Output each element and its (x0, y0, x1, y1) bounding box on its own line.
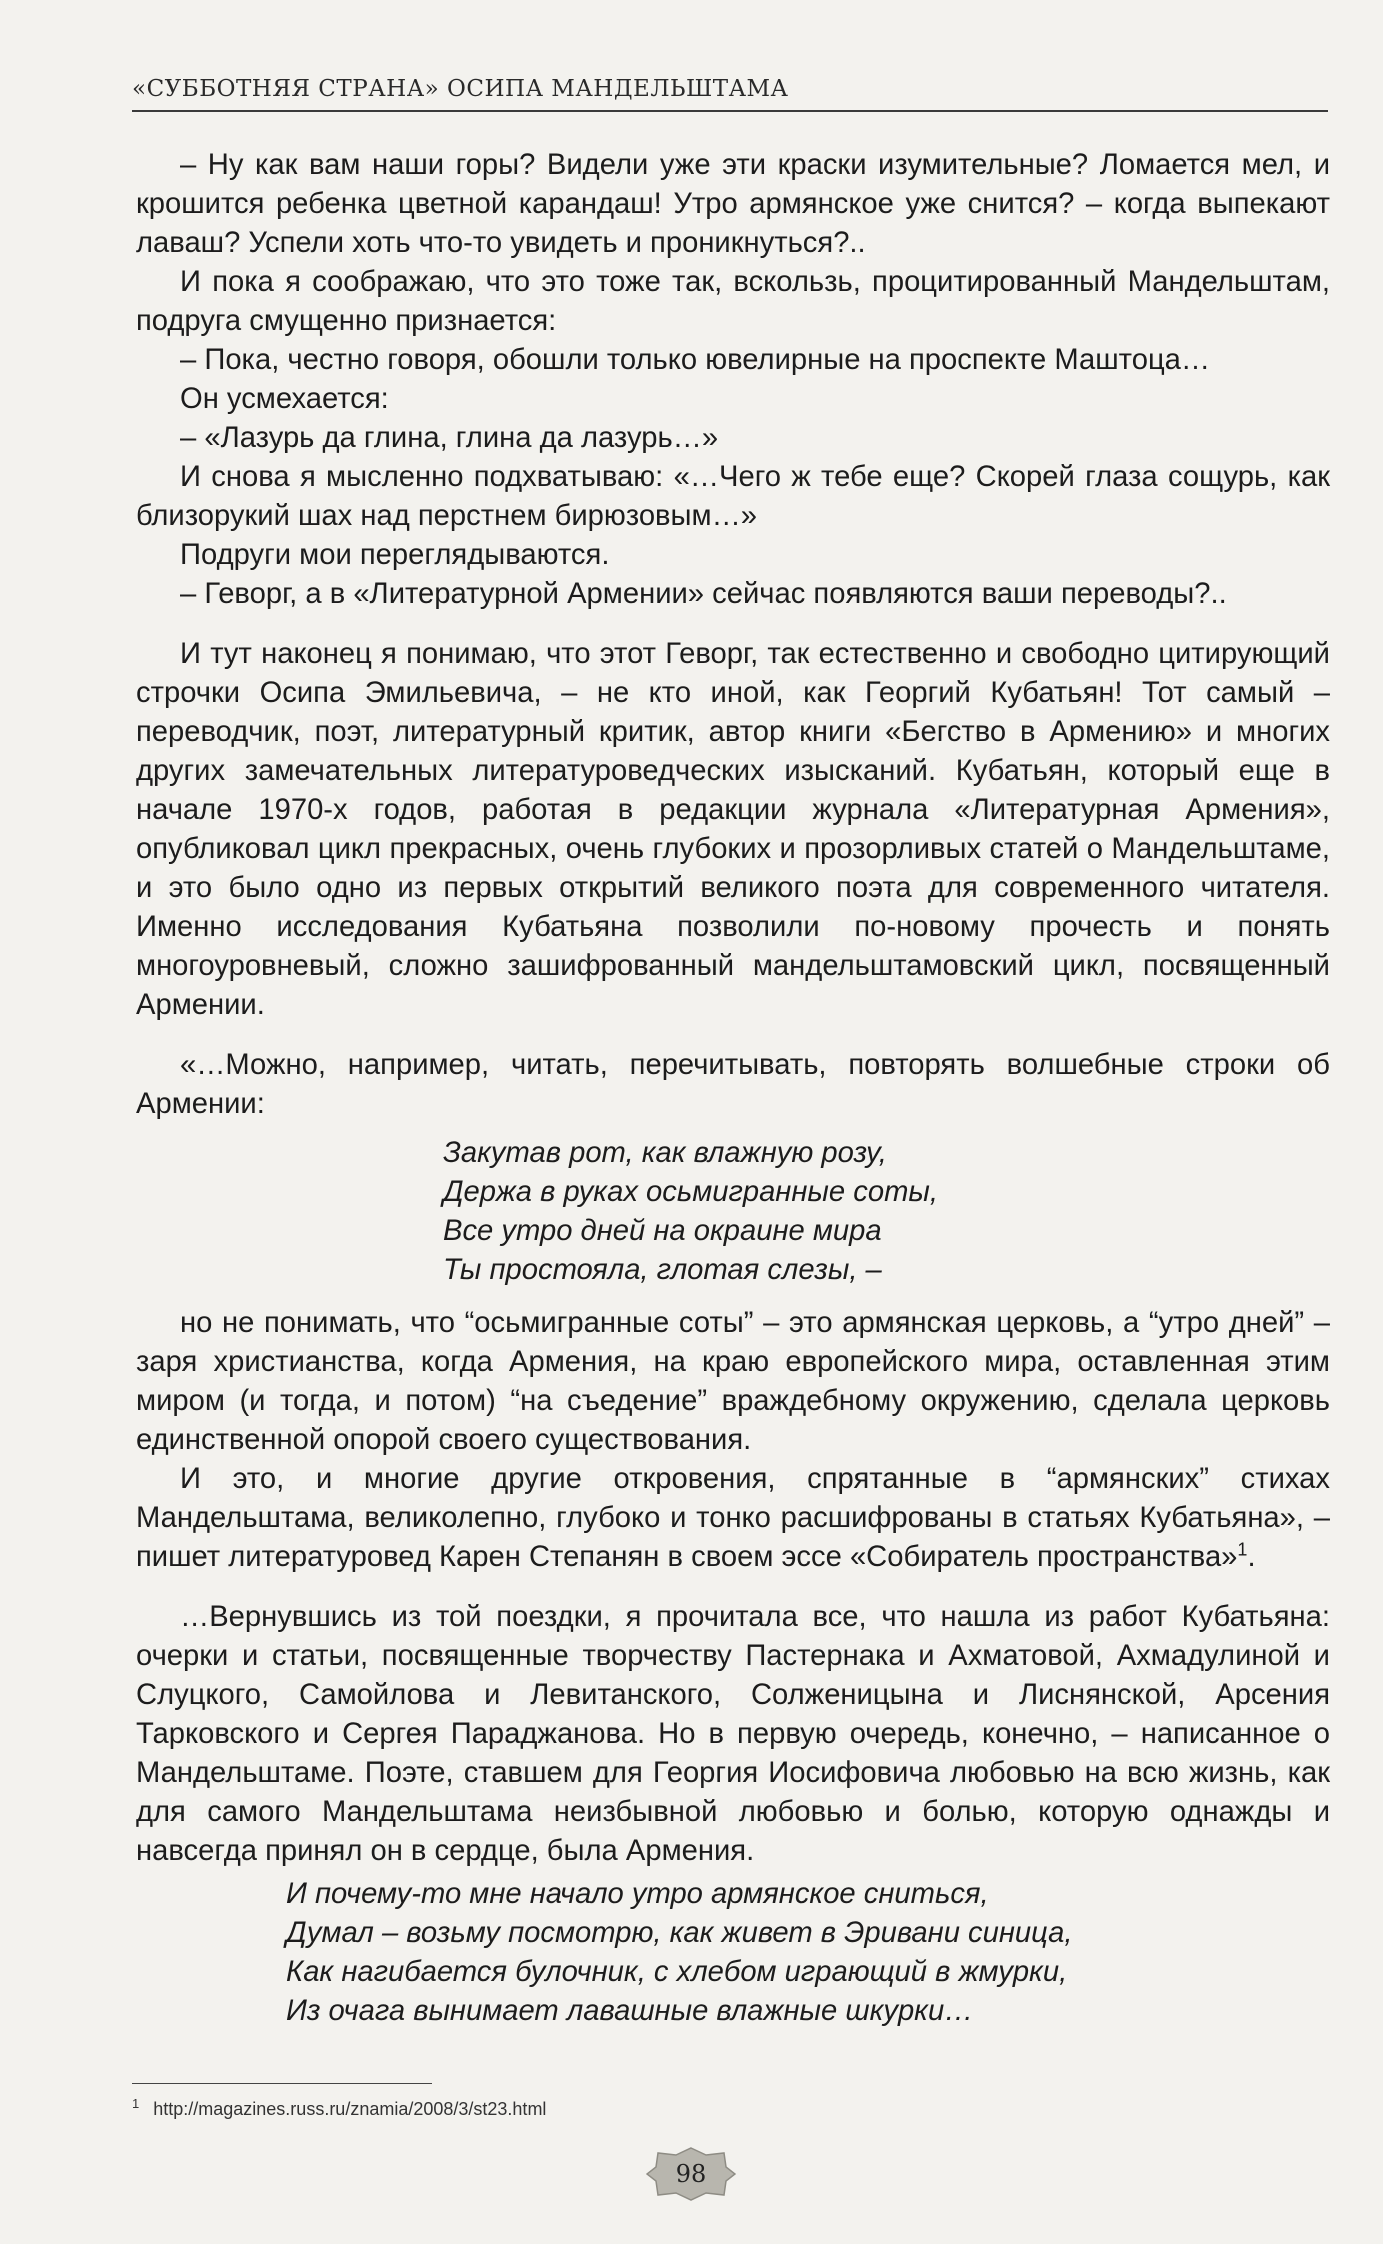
footnote-ref: 1 (1237, 1539, 1248, 1560)
paragraph-return: …Вернувшись из той поездки, я прочитала все, что нашла из работ Кубатьяна: очерки и статьи, посвященные творчеству Пастернака и Ахматовой, Ахмадулиной и Слуцкого, Самойлова и Левитанского, Солженицына и Лиснянской, Арсения Тарковского и Сергея Параджанова. Но в первую очередь, конечно, – написанное о Мандельштаме. Поэте, ставшем для Георгия Иосифовича любовью на всю жизнь, как для самого Мандельштама неизбывной любовью и болью, которую однажды и навсегда принял он в сердце, была Армения. (136, 1601, 1330, 1867)
paragraph-interpretation: но не понимать, что “осьмигранные соты” – это армянская церковь, а “утро дней” – заря христианства, когда Армения, на краю европейского мира, оставленная этим миром (и тогда, и потом) “на съедение” враждебному окружению, сделала церковь единственной опорой своего существования. (136, 1307, 1330, 1456)
paragraph: Подруги мои переглядываются. (180, 539, 610, 571)
poem-line: Ты простояла, глотая слезы, – (443, 1254, 882, 1286)
poem-line: Все утро дней на окраине мира (443, 1215, 882, 1247)
poem-line: И почему-то мне начало утро армянское сниться, (286, 1878, 989, 1910)
paragraph-stepanyan-text: И это, и многие другие откровения, спрятанные в “армянских” стихах Мандельштама, великолепно, глубоко и тонко расшифрованы в статьях Кубатьяна», – пишет литературовед Карен Степанян в своем эссе «Собиратель пространства» (136, 1463, 1330, 1573)
footnote-url: http://magazines.russ.ru/znamia/2008/3/st23.html (153, 2099, 547, 2119)
footnote-number: 1 (132, 2096, 140, 2111)
paragraph: Он усмехается: (180, 383, 389, 415)
dialogue-block (136, 146, 1330, 614)
poem-line: Думал – возьму посмотрю, как живет в Эривани синица, (286, 1917, 1073, 1949)
paragraph-stepanyan (136, 1460, 1330, 1577)
running-head: «СУББОТНЯЯ СТРАНА» ОСИПА МАНДЕЛЬШТАМА (132, 76, 789, 102)
body-text (136, 146, 1330, 2031)
footnote (132, 2096, 546, 2120)
paragraph: – Ну как вам наши горы? Видели уже эти краски изумительные? Ломается мел, и крошится ребенка цветной карандаш! Утро армянское уже снится? – когда выпекают лаваш? Успели хоть что-то увидеть и проникнуться?.. (136, 149, 1330, 259)
paragraph: И пока я соображаю, что это тоже так, вскользь, процитированный Мандельштам, подруга смущенно признается: (136, 266, 1330, 337)
paragraph: И снова я мысленно подхватываю: «…Чего ж тебе еще? Скорей глаза сощурь, как близорукий шах над перстнем бирюзовым…» (136, 461, 1330, 532)
page-number-badge (646, 2147, 736, 2201)
page-number: 98 (675, 2160, 707, 2188)
poem-2 (286, 1875, 1330, 2031)
paragraph: – «Лазурь да глина, глина да лазурь…» (180, 422, 719, 454)
paragraph: – Геворг, а в «Литературной Армении» сейчас появляются ваши переводы?.. (180, 578, 1227, 610)
paragraph-kubatyan: И тут наконец я понимаю, что этот Геворг, так естественно и свободно цитирующий строчки Осипа Эмильевича, – не кто иной, как Георгий Кубатьян! Тот самый – переводчик, поэт, литературный критик, автор книги «Бегство в Армению» и многих других замечательных литературоведческих изысканий. Кубатьян, который еще в начале 1970-х годов, работая в редакции журнала «Литературная Армения», опубликовал цикл прекрасных, очень глубоких и прозорливых статей о Мандельштаме, и это было одно из первых открытий великого поэта для современного читателя. Именно исследования Кубатьяна позволили по-новому прочесть и понять многоуровневый, сложно зашифрованный мандельштамовский цикл, посвященный Армении. (136, 638, 1330, 1021)
paragraph-quote-intro: «…Можно, например, читать, перечитывать, повторять волшебные строки об Армении: (136, 1049, 1330, 1120)
header-rule (132, 110, 1328, 112)
poem-line: Закутав рот, как влажную розу, (443, 1137, 887, 1169)
poem-line: Из очага вынимает лавашные влажные шкурки… (286, 1995, 974, 2027)
paragraph: – Пока, честно говоря, обошли только ювелирные на проспекте Маштоца… (180, 344, 1211, 376)
poem-line: Держа в руках осьмигранные соты, (443, 1176, 938, 1208)
footnote-rule (132, 2083, 432, 2084)
paragraph-stepanyan-end: . (1247, 1541, 1256, 1573)
poem-1 (443, 1134, 1330, 1290)
poem-line: Как нагибается булочник, с хлебом играющий в жмурки, (286, 1956, 1068, 1988)
